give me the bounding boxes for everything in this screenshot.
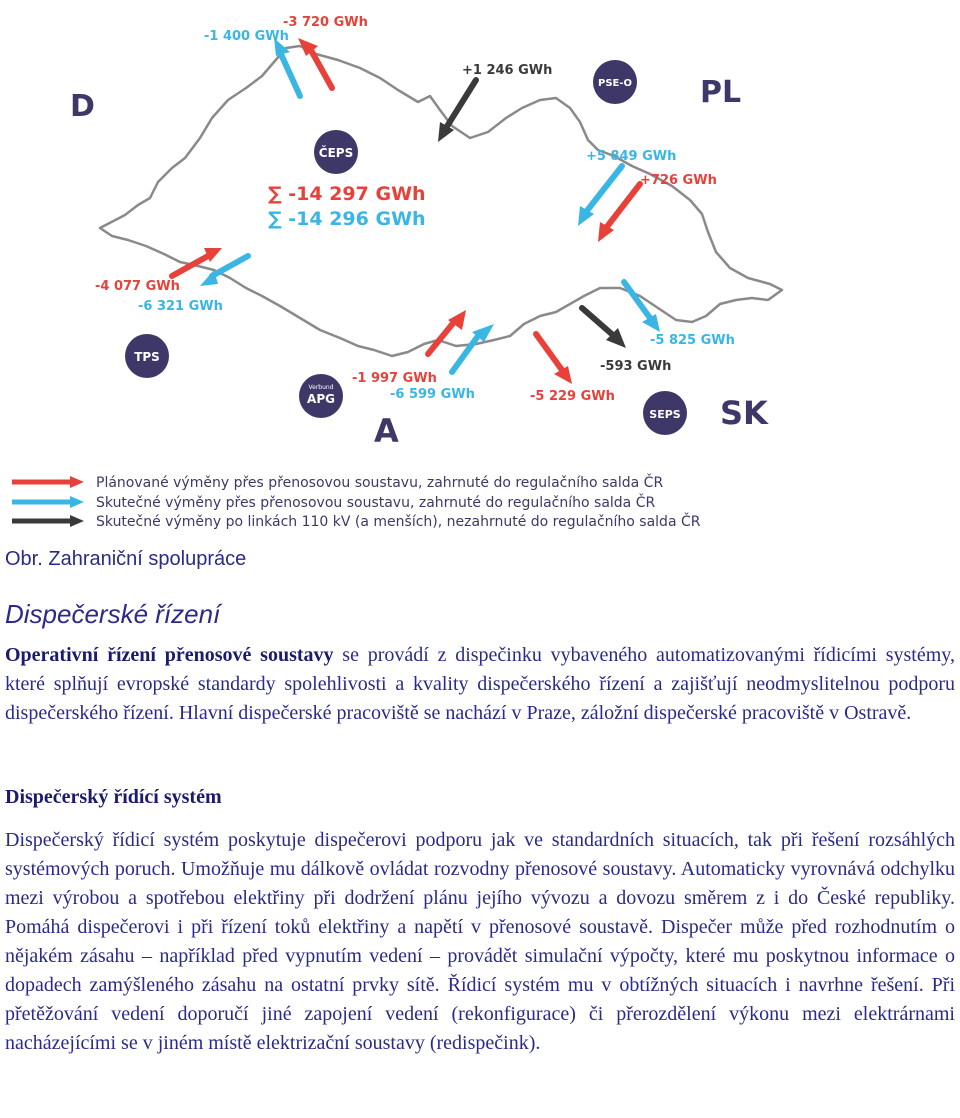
legend-label-actual: Skutečné výměny přes přenosovou soustavu, zahrnuté do regulačního salda ČR [96, 495, 656, 511]
paragraph-dispatch-system: Dispečerský řídicí systém poskytuje dispečerovi podporu jak ve standardních situacích, tak při řešení rozsáhlých systémových poruch. Umožňuje mu dálkově ovládat rozvodny přenosové soustavy. Automaticky vyrovnává odchylku mezi výrobou a spotřebou elektřiny při dodržení plánu jejího vývozu a dovozu směrem z i do České republiky. Pomáhá dispečerovi i při řízení toků elektřiny a napětí v přenosové soustavě. Dispečer může před rozhodnutím o nějakém zásahu – například před vypnutím vedení – provádět simulační výpočty, které mu poskytnou informace o dopadech zamýšleného zásahu na ostatní prvky sítě. Řídicí systém mu v obtížných situacích i navrhne řešení. Při přetěžování vedení doporučí jiné zapojení vedení (rekonfigurace) či přerozdělení výkonu mezi elektrárnami nacházejícími se v jiném místě elektrizační soustavy (redispečink). [5, 829, 955, 1054]
cross-border-exchange-map [0, 0, 960, 540]
arrow-at-planned [428, 322, 454, 354]
figure-caption: Obr. Zahraniční spolupráce [5, 548, 247, 570]
operator-apg [299, 374, 343, 418]
arrow-de-north-actual [280, 52, 300, 96]
legend [12, 473, 701, 530]
paragraph-operative-control [5, 641, 955, 728]
country-label-sk: SK [720, 394, 768, 432]
flow-pl-planned: +726 GWh [640, 173, 717, 188]
flow-sk-planned: -5 229 GWh [530, 389, 615, 404]
legend-label-local: Skutečné výměny po linkách 110 kV (a menších), nezahrnuté do regulačního salda ČR [96, 514, 701, 530]
operator-pse-label: PSE-O [597, 78, 633, 89]
section-heading: Dispečerské řízení [5, 599, 221, 629]
flow-de-north-planned: -3 720 GWh [283, 15, 368, 30]
operator-ceps [314, 130, 358, 174]
arrow-sk-110kv [582, 308, 614, 336]
country-label-a: A [374, 412, 399, 450]
legend-label-planned: Plánované výměny přes přenosovou soustavu, zahrnuté do regulačního salda ČR [96, 475, 664, 491]
flow-pl-110kv: +1 246 GWh [462, 63, 553, 78]
legend-arrowhead-local [70, 515, 84, 527]
subsection-heading: Dispečerský řídící systém [5, 786, 222, 808]
operator-seps-label: SEPS [649, 408, 681, 421]
paragraph-lead: Operativní řízení přenosové soustavy [5, 644, 334, 666]
flow-de-north-actual: -1 400 GWh [204, 29, 289, 44]
operator-tps-label: TPS [134, 350, 160, 364]
country-label-pl: PL [700, 75, 742, 110]
flow-sk-actual: -5 825 GWh [650, 333, 735, 348]
operator-tps [125, 334, 169, 378]
paragraph-body: se provádí z dispečinku vybaveného automatizovanými řídicími systémy, které splňují evropské standardy spolehlivosti a kvality dispečerského řízení a zajišťují neodmyslitelnou podporu dispečerského řízení. Hlavní dispečerské pracoviště se nachází v Praze, záložní dispečerské pracoviště v Ostravě. [5, 644, 955, 724]
arrow-pl-actual [586, 166, 622, 212]
arrow-pl-planned [606, 184, 640, 228]
arrow-sk-planned [536, 334, 562, 370]
legend-arrowhead-planned [70, 476, 84, 488]
legend-arrowhead-actual [70, 496, 84, 508]
operator-apg-small-label: Verbund [308, 384, 334, 391]
flow-sk-110kv: -593 GWh [600, 359, 672, 374]
flow-de-west-actual: -6 321 GWh [138, 299, 223, 314]
operator-ceps-label: ČEPS [318, 146, 354, 160]
operator-seps [643, 391, 687, 435]
total-actual: ∑ -14 296 GWh [268, 208, 426, 230]
arrow-at-actual [452, 336, 478, 372]
country-label-d: D [70, 89, 95, 124]
flow-pl-actual: +5 849 GWh [586, 149, 677, 164]
flow-at-planned: -1 997 GWh [352, 371, 437, 386]
flow-at-actual: -6 599 GWh [390, 387, 475, 402]
arrow-de-west-actual [212, 256, 248, 276]
operator-pse [593, 60, 637, 104]
flow-de-west-planned: -4 077 GWh [95, 279, 180, 294]
arrow-pl-110kv [446, 80, 476, 128]
total-planned: ∑ -14 297 GWh [268, 183, 426, 205]
operator-apg-label: APG [307, 392, 335, 406]
